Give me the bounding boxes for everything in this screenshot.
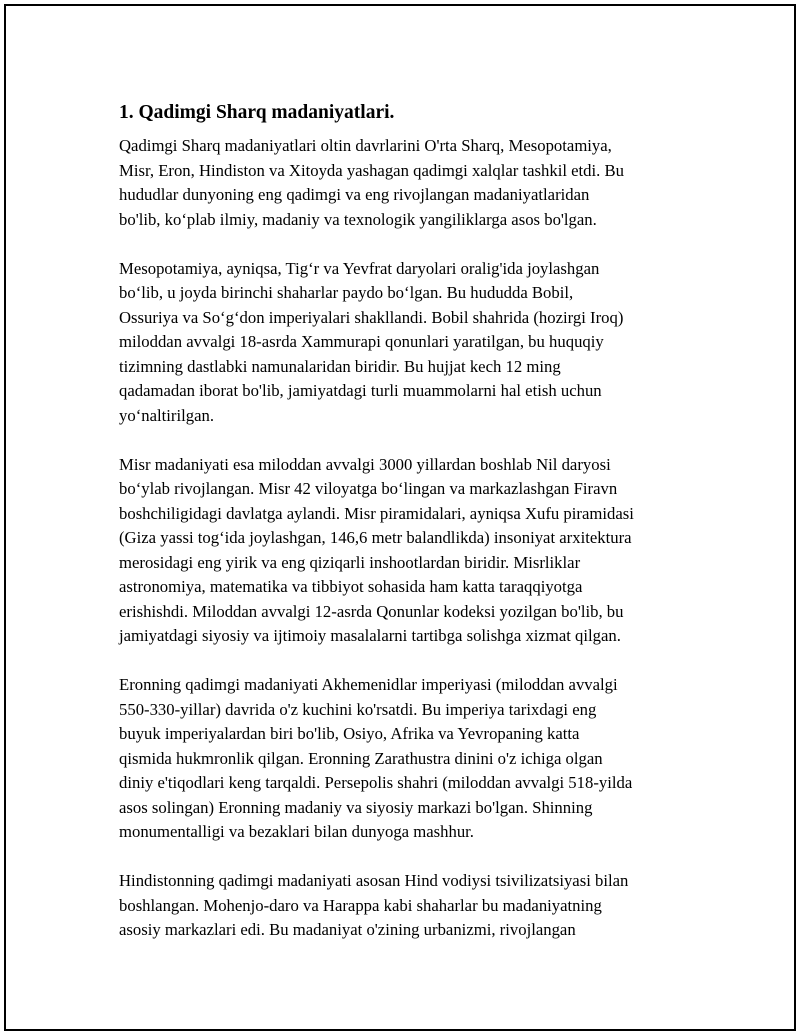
text-line: Mesopotamiya, ayniqsa, Tig‘r va Yevfrat daryolari oralig'ida joylashgan — [119, 258, 600, 278]
text-line: Misr, Eron, Hindiston va Xitoyda yashagan qadimgi xalqlar tashkil etdi. Bu — [119, 160, 624, 180]
text-line: boshchiligidagi davlatga aylandi. Misr piramidalari, ayniqsa Xufu piramidasi — [119, 503, 634, 523]
text-line: Ossuriya va So‘g‘don imperiyalari shakllandi. Bobil shahrida (hozirgi Iroq) — [119, 307, 624, 327]
text-line: qismida hukmronlik qilgan. Eronning Zarathustra dinini o'z ichiga olgan — [119, 748, 603, 768]
document-body — [119, 100, 699, 967]
text-line: merosidagi eng yirik va eng qiziqarli inshootlardan biridir. Misrliklar — [119, 552, 581, 572]
text-line: diniy e'tiqodlari keng tarqaldi. Persepolis shahri (miloddan avvalgi 518-yilda — [119, 773, 633, 792]
text-line: tizimning dastlabki namunalaridan biridir. Bu hujjat kech 12 ming — [119, 356, 561, 376]
text-line: (Giza yassi tog‘ida joylashgan, 146,6 metr balandlikda) insoniyat arxitektura — [119, 528, 632, 547]
paragraph-iran — [119, 673, 699, 845]
paragraph-mesopotamia — [119, 257, 699, 429]
text-line: jamiyatdagi siyosiy va ijtimoiy masalalarni tartibga solishga xizmat qilgan. — [119, 626, 621, 645]
text-line: Hindistonning qadimgi madaniyati asosan Hind vodiysi tsivilizatsiyasi bilan — [119, 871, 629, 890]
paragraph-india — [119, 869, 699, 943]
text-line: Qadimgi Sharq madaniyatlari oltin davrlarini O'rta Sharq, Mesopotamiya, — [119, 136, 612, 155]
text-line: monumentalligi va bezaklari bilan dunyoga mashhur. — [119, 822, 474, 841]
text-line: buyuk imperiyalardan biri bo'lib, Osiyo, Afrika va Yevropaning katta — [119, 724, 580, 743]
paragraph-intro — [119, 134, 699, 232]
text-line: bo‘ylab rivojlangan. Misr 42 viloyatga bo‘lingan va markazlashgan Firavn — [119, 479, 618, 498]
text-line: bo‘lib, u joyda birinchi shaharlar paydo bo‘lgan. Bu hududda Bobil, — [119, 283, 574, 302]
page-frame — [4, 4, 796, 1031]
text-line: bo'lib, ko‘plab ilmiy, madaniy va texnologik yangiliklarga asos bo'lgan. — [119, 209, 597, 229]
text-line: Eronning qadimgi madaniyati Akhemenidlar imperiyasi (miloddan avvalgi — [119, 675, 618, 694]
text-line: Misr madaniyati esa miloddan avvalgi 3000 yillardan boshlab Nil daryosi — [119, 454, 611, 474]
text-line: asos solingan) Eronning madaniy va siyosiy markazi bo'lgan. Shinning — [119, 797, 593, 817]
text-line: astronomiya, matematika va tibbiyot sohasida ham katta taraqqiyotga — [119, 577, 583, 596]
section-heading: 1. Qadimgi Sharq madaniyatlari. — [119, 102, 395, 123]
text-line: yo‘naltirilgan. — [119, 405, 214, 425]
text-line: asosiy markazlari edi. Bu madaniyat o'zining urbanizmi, rivojlangan — [119, 920, 576, 939]
text-line: boshlangan. Mohenjo-daro va Harappa kabi shaharlar bu madaniyatning — [119, 895, 602, 915]
text-line: miloddan avvalgi 18-asrda Xammurapi qonunlari yaratilgan, bu huquqiy — [119, 332, 604, 351]
text-line: qadamadan iborat bo'lib, jamiyatdagi turli muammolarni hal etish uchun — [119, 381, 602, 400]
text-line: erishishdi. Miloddan avvalgi 12-asrda Qonunlar kodeksi yozilgan bo'lib, bu — [119, 601, 624, 621]
text-line: 550-330-yillar) davrida o'z kuchini ko'rsatdi. Bu imperiya tarixdagi eng — [119, 699, 597, 719]
paragraph-egypt — [119, 453, 699, 649]
text-line: hududlar dunyoning eng qadimgi va eng rivojlangan madaniyatlaridan — [119, 185, 590, 204]
